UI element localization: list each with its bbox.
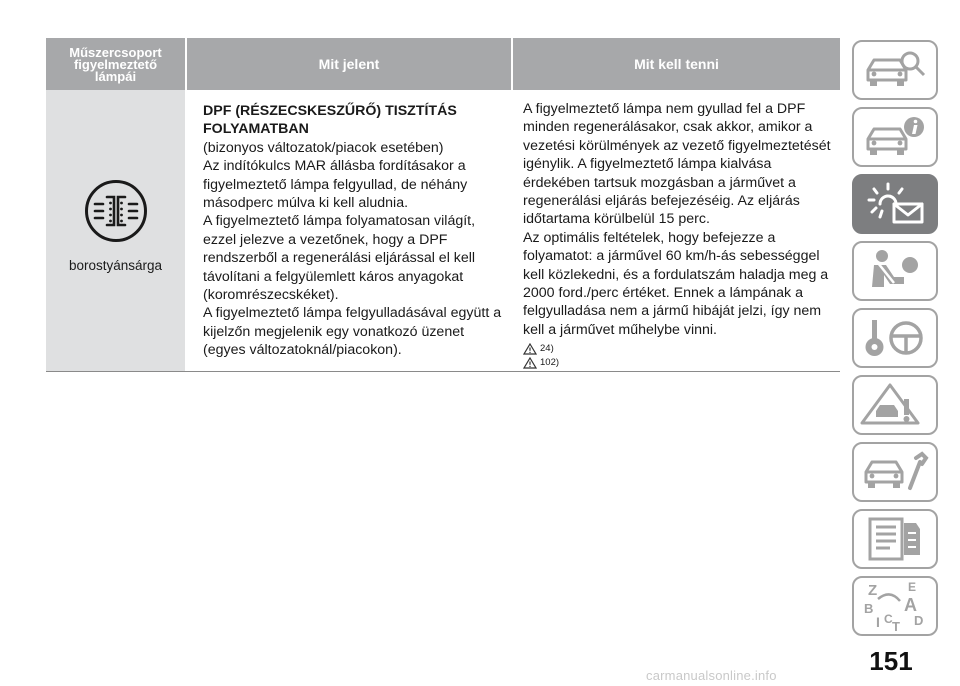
dpf-warning-icon bbox=[85, 180, 147, 242]
meaning-paragraph: Az indítókulcs MAR állásba fordításakor a figyelmeztető lámpa felgyullad, de néhány másodperc múlva ki kell aludnia. bbox=[203, 158, 468, 212]
chapter-navigation bbox=[852, 40, 942, 643]
header-lamps: Műszercsoport figyelmeztető lámpái bbox=[69, 45, 162, 84]
seat-airbag-icon bbox=[860, 247, 930, 295]
watermark: carmanualsonline.info bbox=[646, 668, 777, 683]
meaning-heading: DPF (RÉSZECSKESZŰRŐ) TISZTÍTÁS FOLYAMATBAN bbox=[203, 103, 457, 138]
table-header-row bbox=[46, 38, 840, 90]
lamp-color-label: borostyánsárga bbox=[68, 258, 163, 273]
lamp-cell bbox=[46, 90, 185, 371]
meaning-paragraph: A figyelmeztető lámpa felgyulladásával együtt a kijelzőn megjelenik egy vonatkozó üzenet (egyes változatoknál/piacokon). bbox=[203, 305, 502, 359]
car-emergency-icon bbox=[860, 381, 930, 429]
tab-warning-lights[interactable] bbox=[852, 174, 938, 234]
action-paragraph: Az optimális feltételek, hogy befejezze a folyamatot: a járművel 60 km/h-ás sebességgel kell közlekedni, és a fordulatszám haladja meg a 2000 ford./perc értéket. Ennek a lámpának a felgyulladása nem a jármű hibáját jelzi, így nem kell a járművet műhelybe vinni. bbox=[523, 229, 829, 338]
tab-instruments[interactable] bbox=[852, 107, 938, 167]
reference-link[interactable]: 102) bbox=[523, 355, 834, 369]
tab-getting-to-know-car[interactable] bbox=[852, 40, 938, 100]
action-paragraph: A figyelmeztető lámpa nem gyullad fel a DPF minden regenerálásakor, csak akkor, amikor a vezetési körülmények az vezető figyelmeztetését igénylik. A figyelmeztető lámpa kialvása érdekében tartsuk mozgásban a járművet a regenerálási eljárás befejezéséig. Az eljárás időtartama körülbelül 15 perc. bbox=[523, 101, 831, 228]
tab-technical-data[interactable] bbox=[852, 509, 938, 569]
car-search-icon bbox=[860, 46, 930, 94]
index-letter: C bbox=[884, 612, 893, 626]
tab-maintenance[interactable] bbox=[852, 442, 938, 502]
table-row bbox=[46, 90, 840, 372]
warning-light-message-icon bbox=[860, 180, 930, 228]
meaning-paragraph: (bizonyos változatok/piacok esetében) bbox=[203, 139, 444, 156]
header-meaning: Mit jelent bbox=[185, 38, 511, 90]
reference-link[interactable]: 24) bbox=[523, 341, 834, 355]
car-maintenance-icon bbox=[860, 448, 930, 496]
index-letter: T bbox=[892, 619, 900, 633]
index-az-icon bbox=[860, 579, 930, 633]
meaning-paragraph: A figyelmeztető lámpa folyamatosan világít, ezzel jelezve a vezetőnek, hogy a DPF rendszerből a regenerálási eljárással el kell távolítani a felgyülemlett káros anyagokat (koromrészecskéket). bbox=[203, 213, 476, 304]
technical-data-icon bbox=[860, 515, 930, 563]
warning-triangle-icon bbox=[523, 343, 537, 355]
tab-index[interactable] bbox=[852, 576, 938, 636]
key-steering-wheel-icon bbox=[860, 314, 930, 362]
index-letter: A bbox=[904, 595, 917, 615]
warning-lights-table bbox=[46, 38, 840, 372]
index-letter: D bbox=[914, 613, 924, 628]
index-letter: Z bbox=[868, 582, 878, 599]
warning-triangle-icon bbox=[523, 357, 537, 369]
index-letter: I bbox=[876, 614, 880, 630]
page-number: 151 bbox=[869, 646, 913, 676]
tab-starting-driving[interactable] bbox=[852, 308, 938, 368]
header-action: Mit kell tenni bbox=[511, 38, 840, 90]
meaning-cell bbox=[185, 90, 511, 371]
index-letter: B bbox=[864, 601, 874, 616]
index-letter: E bbox=[908, 580, 917, 594]
warning-references bbox=[523, 341, 834, 369]
tab-emergency[interactable] bbox=[852, 375, 938, 435]
action-cell bbox=[511, 90, 840, 371]
tab-safety[interactable] bbox=[852, 241, 938, 301]
car-info-icon bbox=[860, 113, 930, 161]
